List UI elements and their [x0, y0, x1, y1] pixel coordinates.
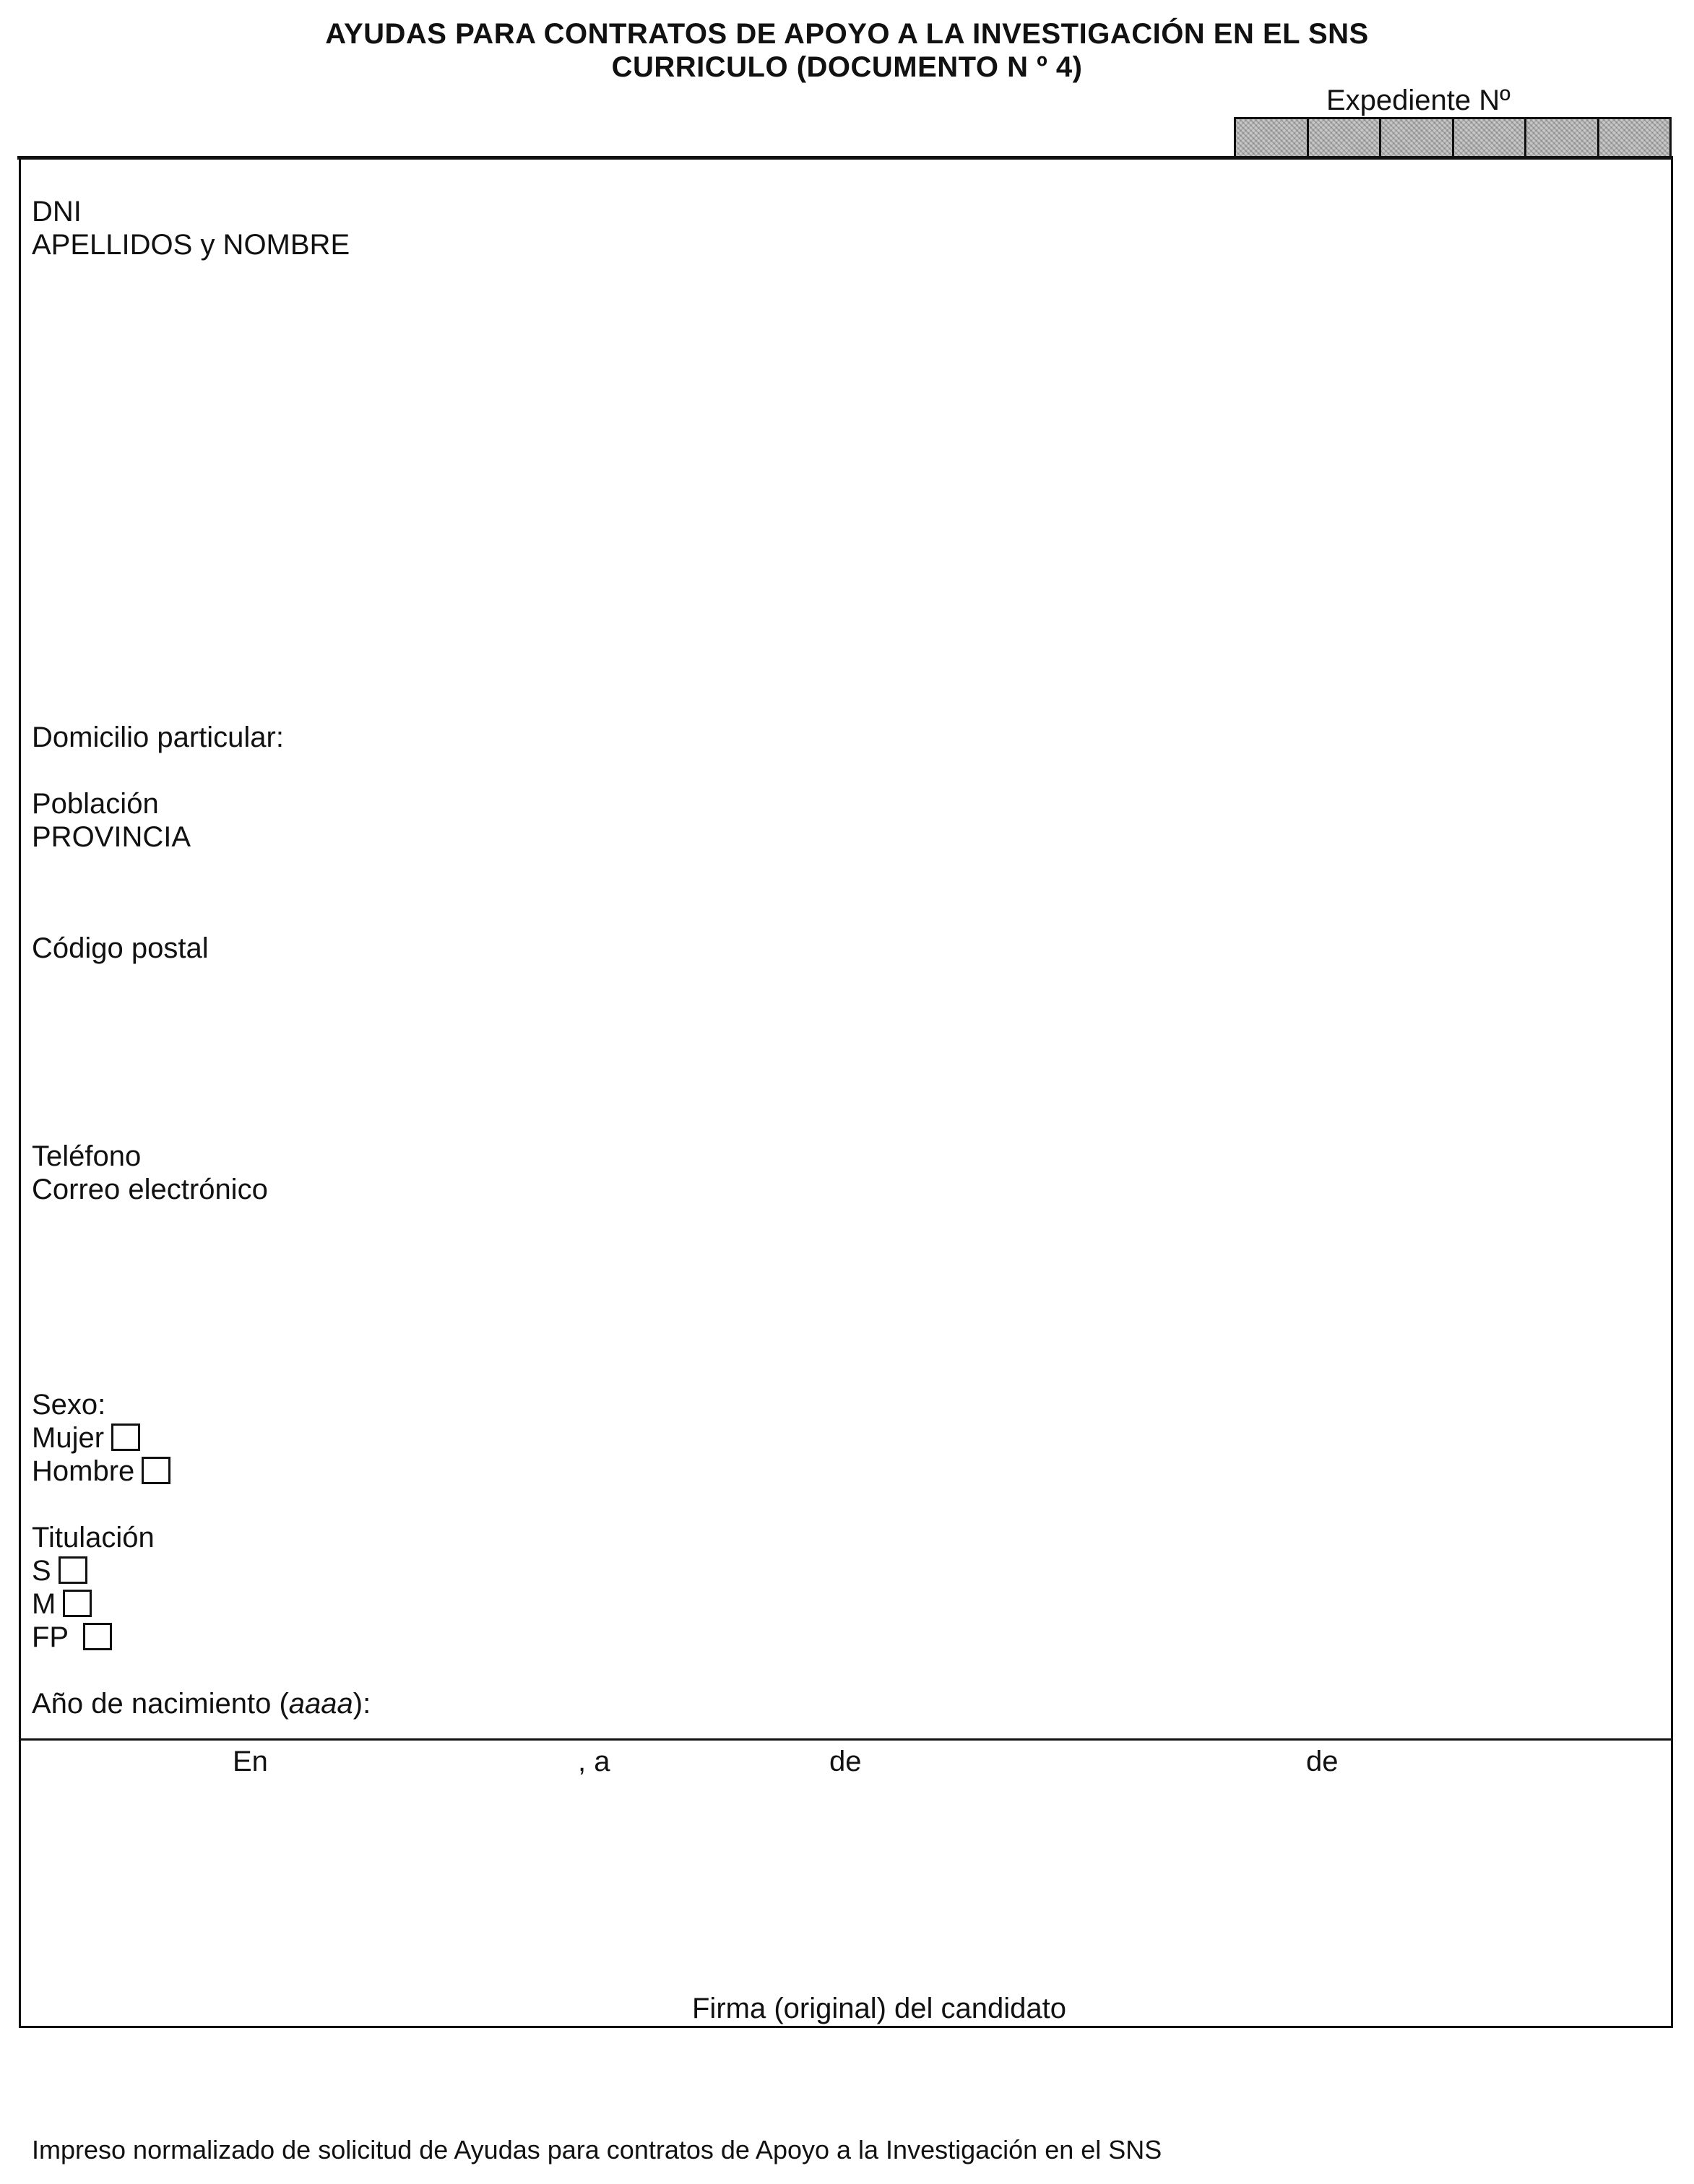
hombre-label: Hombre: [32, 1455, 135, 1487]
hombre-checkbox[interactable]: [142, 1457, 170, 1484]
titulacion-fp-option[interactable]: [32, 1621, 112, 1654]
expediente-digit-box[interactable]: [1236, 119, 1309, 157]
signature-caption: Firma (original) del candidato: [692, 1993, 1067, 2024]
correo-label: Correo electrónico: [32, 1174, 268, 1205]
titulacion-m-option[interactable]: [32, 1587, 92, 1621]
anio-suffix: ):: [353, 1688, 371, 1720]
expediente-digit-box[interactable]: [1381, 119, 1454, 157]
anio-prefix: Año de nacimiento (: [32, 1688, 289, 1720]
form-subtitle: CURRICULO (DOCUMENTO N º 4): [611, 51, 1083, 83]
anio-nacimiento-label: [32, 1687, 371, 1720]
titulacion-s-label: S: [32, 1555, 51, 1587]
hombre-option[interactable]: [32, 1455, 170, 1488]
signature-date-label: , a: [578, 1746, 610, 1777]
titulacion-label: Titulación: [32, 1522, 155, 1554]
titulacion-s-checkbox[interactable]: [59, 1556, 87, 1584]
dni-label: DNI: [32, 196, 82, 228]
expediente-digit-box[interactable]: [1526, 119, 1599, 157]
footer-note: Impreso normalizado de solicitud de Ayudas para contratos de Apoyo a la Investigación en el SNS: [32, 2135, 1162, 2164]
expediente-digit-box[interactable]: [1454, 119, 1527, 157]
mujer-checkbox[interactable]: [111, 1424, 140, 1451]
codigo-postal-label: Código postal: [32, 932, 209, 964]
sexo-label: Sexo:: [32, 1389, 106, 1421]
mujer-label: Mujer: [32, 1422, 105, 1454]
titulacion-fp-label: FP: [32, 1621, 69, 1653]
domicilio-label: Domicilio particular:: [32, 722, 284, 753]
expediente-digit-box[interactable]: [1309, 119, 1382, 157]
signature-place-label: En: [233, 1746, 268, 1777]
mujer-option[interactable]: [32, 1421, 140, 1455]
provincia-label: PROVINCIA: [32, 821, 191, 853]
poblacion-label: Población: [32, 788, 159, 820]
expediente-label: Expediente Nº: [1326, 84, 1511, 116]
anio-format: aaaa: [288, 1688, 353, 1720]
titulacion-m-label: M: [32, 1588, 56, 1620]
signature-divider: [19, 1738, 1673, 1741]
telefono-label: Teléfono: [32, 1140, 142, 1172]
signature-year-label: de: [1306, 1746, 1339, 1777]
form-title: AYUDAS PARA CONTRATOS DE APOYO A LA INVESTIGACIÓN EN EL SNS: [325, 18, 1369, 50]
signature-month-label: de: [829, 1746, 862, 1777]
expediente-number-boxes[interactable]: [1234, 117, 1672, 157]
titulacion-m-checkbox[interactable]: [63, 1590, 92, 1617]
titulacion-fp-checkbox[interactable]: [83, 1623, 112, 1650]
expediente-digit-box[interactable]: [1599, 119, 1670, 157]
apellidos-nombre-label: APELLIDOS y NOMBRE: [32, 229, 350, 261]
titulacion-s-option[interactable]: [32, 1554, 87, 1587]
